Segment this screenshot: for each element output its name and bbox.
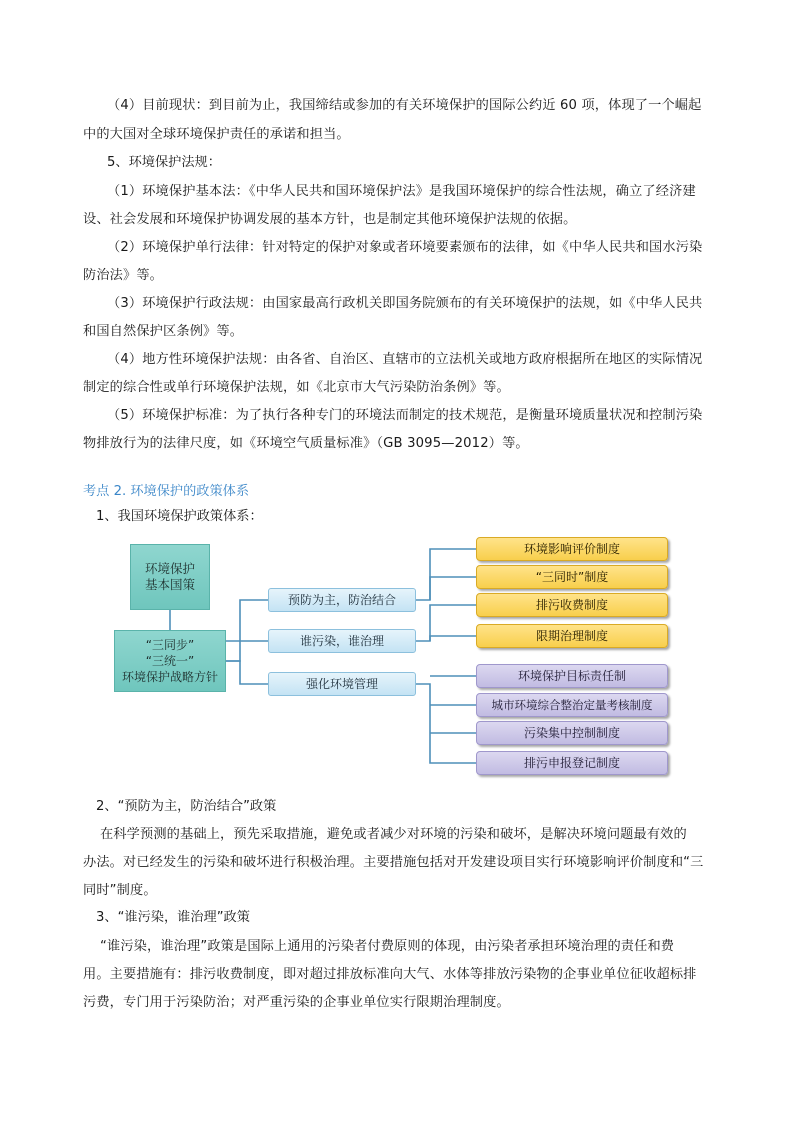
prevention-line3: 同时”制度。 — [83, 883, 157, 898]
prevention-line2: 办法。对已经发生的污染和破坏进行积极治理。主要措施包括对开发建设项目实行环境影响评价制度和“三 — [83, 855, 704, 870]
subheading-polluter-policy: 3、“谁污染，谁治理”政策 — [96, 910, 250, 925]
connector-to-prevention — [226, 600, 268, 661]
basic-national-policy-box: 环境保护 基本国策 — [130, 544, 210, 610]
paragraph-status-line1: （4）目前现状：到目前为止，我国缔结或参加的有关环境保护的国际公约近 60 项，体现了一个崛起 — [107, 98, 702, 113]
leaf-discharge-fee: 排污收费制度 — [476, 593, 668, 617]
polluter-line1: “谁污染，谁治理”政策是国际上通用的污染者付费原则的体现，由污染者承担环境治理的责任和费 — [100, 939, 675, 954]
law2-line1: （2）环境保护单行法律：针对特定的保护对象或者环境要素颁布的法律，如《中华人民共和国水污染 — [107, 240, 703, 255]
law5-line2: 物排放行为的法律尺度，如《环境空气质量标准》（GB 3095—2012）等。 — [83, 436, 529, 451]
prevention-line1: 在科学预测的基础上，预先采取措施，避免或者减少对环境的污染和破坏，是解决环境问题最有效的 — [100, 827, 687, 842]
leaf-urban-assessment: 城市环境综合整治定量考核制度 — [476, 693, 668, 717]
subheading-prevention-policy: 2、“预防为主，防治结合”政策 — [96, 799, 277, 814]
branch-management-box: 强化环境管理 — [268, 672, 416, 696]
branch-prevention-box: 预防为主，防治结合 — [268, 588, 416, 612]
law2-line2: 防治法》等。 — [83, 268, 164, 283]
law1-line1: （1）环境保护基本法：《中华人民共和国环境保护法》是我国环境保护的综合性法规，确立了经济建 — [107, 184, 696, 199]
subheading-policy-system: 1、我国环境保护政策体系： — [96, 509, 263, 524]
law3-line1: （3）环境保护行政法规：由国家最高行政机关即国务院颁布的有关环境保护的法规，如《中华人民共 — [107, 296, 703, 311]
connector-management-trunk — [416, 684, 476, 763]
polluter-line3: 污费，专门用于污染防治；对严重污染的企事业单位实行限期治理制度。 — [83, 995, 510, 1010]
section-title: 考点 2. 环境保护的政策体系 — [83, 484, 250, 499]
branch-polluter-pays-box: 谁污染，谁治理 — [268, 629, 416, 653]
leaf-centralized-control: 污染集中控制制度 — [476, 721, 668, 745]
policy-system-diagram — [118, 528, 678, 784]
strategy-guideline-box: “三同步” “三统一” 环境保护战略方针 — [114, 630, 226, 692]
leaf-discharge-registration: 排污申报登记制度 — [476, 751, 668, 775]
connector-prevention-leaf2 — [430, 577, 476, 600]
law3-line2: 和国自然保护区条例》等。 — [83, 324, 244, 339]
polluter-line2: 用。主要措施有：排污收费制度，即对超过排放标准向大气、水体等排放污染物的企事业单位征收超标排 — [83, 967, 697, 982]
heading-environmental-laws: 5、环境保护法规： — [107, 155, 221, 170]
leaf-three-simultaneous: “三同时”制度 — [476, 565, 668, 589]
paragraph-status-line2: 中的大国对全球环境保护责任的承诺和担当。 — [83, 127, 350, 142]
leaf-deadline-treatment: 限期治理制度 — [476, 624, 668, 648]
connector-prevention-leaf1 — [416, 549, 476, 600]
law4-line2: 制定的综合性或单行环境保护法规，如《北京市大气污染防治条例》等。 — [83, 380, 510, 395]
connector-to-management — [226, 661, 268, 684]
connector-polluter-leaf2 — [430, 636, 476, 641]
law4-line1: （4）地方性环境保护法规：由各省、自治区、直辖市的立法机关或地方政府根据所在地区的实际情况 — [107, 352, 703, 367]
law1-line2: 设、社会发展和环境保护协调发展的基本方针，也是制定其他环境保护法规的依据。 — [83, 212, 577, 227]
law5-line1: （5）环境保护标准：为了执行各种专门的环境法而制定的技术规范，是衡量环境质量状况和控制污染 — [107, 408, 703, 423]
leaf-target-responsibility: 环境保护目标责任制 — [476, 664, 668, 688]
leaf-eia-system: 环境影响评价制度 — [476, 537, 668, 561]
